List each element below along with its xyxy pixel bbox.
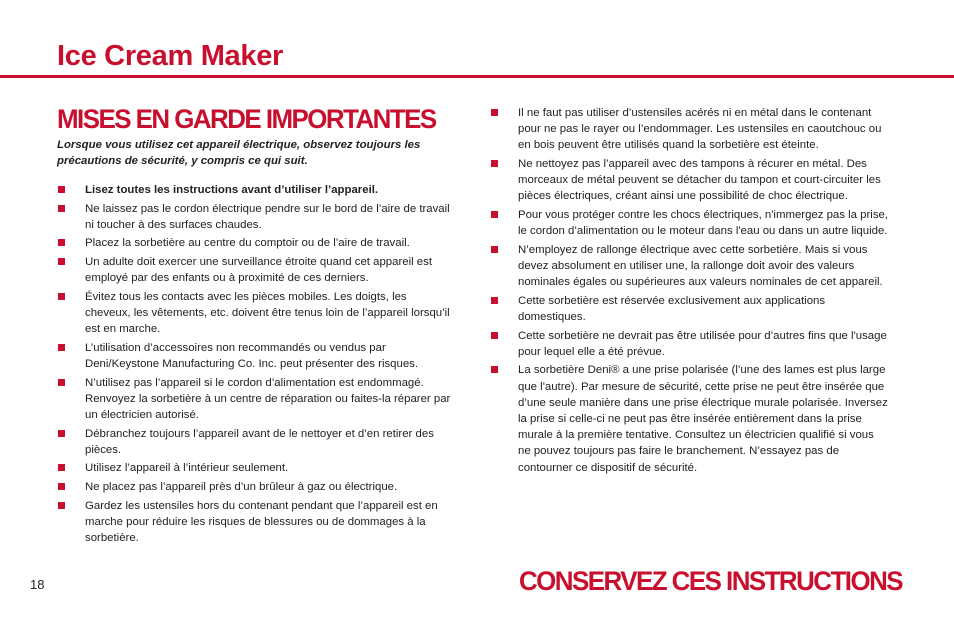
list-item: Ne nettoyez pas l’appareil avec des tampons à récurer en métal. Des morceaux de métal peuvent se détacher du tampon et court-circuiter les pièces électriques, créant ainsi une possibilité de choc électrique. [490, 156, 888, 205]
bullet-square-icon [58, 258, 65, 265]
list-item: Ne placez pas l’appareil près d’un brûleur à gaz ou électrique. [57, 479, 455, 495]
list-item: Pour vous protéger contre les chocs électriques, n'immergez pas la prise, le cordon d’alimentation ou le moteur dans l'eau ou dans un autre liquide. [490, 207, 888, 239]
bullet-square-icon [491, 366, 498, 373]
safeguards-list-left [57, 182, 455, 546]
right-column [490, 104, 888, 478]
bullet-square-icon [491, 109, 498, 116]
list-item: Évitez tous les contacts avec les pièces mobiles. Les doigts, les cheveux, les vêtements, etc. doivent être tenus loin de l’appareil lorsqu’il est en marche. [57, 289, 455, 338]
list-item: Il ne faut pas utiliser d’ustensiles acérés ni en métal dans le contenant pour ne pas le rayer ou l’endommager. Les ustensiles en caoutchouc ou en bois peuvent être utilisés quand la sorbetière est éteinte. [490, 105, 888, 154]
bullet-square-icon [58, 430, 65, 437]
bullet-square-icon [491, 246, 498, 253]
bullet-square-icon [58, 483, 65, 490]
bullet-square-icon [58, 293, 65, 300]
list-item: Gardez les ustensiles hors du contenant pendant que l’appareil est en marche pour réduire les risques de blessures ou de dommages à la sorbetière. [57, 498, 455, 547]
list-item: N’employez de rallonge électrique avec cette sorbetière. Mais si vous devez absolument en utiliser une, la rallonge doit avoir des valeurs nominales égales ou supérieures aux valeurs nominales de cet appareil. [490, 242, 888, 291]
bullet-square-icon [58, 205, 65, 212]
bullet-square-icon [58, 344, 65, 351]
list-item: Placez la sorbetière au centre du comptoir ou de l’aire de travail. [57, 235, 455, 251]
bullet-square-icon [491, 160, 498, 167]
bullet-square-icon [58, 464, 65, 471]
bullet-square-icon [58, 379, 65, 386]
bullet-square-icon [58, 502, 65, 509]
list-item: La sorbetière Deni® a une prise polarisée (l’une des lames est plus large que l'autre). Par mesure de sécurité, cette prise ne peut être insérée que d’une seule manière dans une prise électrique murale polarisée. Inversez la prise si celle-ci ne peut pas être insérée entièrement dans la prise murale à la première tentative. Consultez un électricien qualifié si vous ne pouvez toujours pas faire le branchement. N’essayez pas de contourner ce dispositif de sécurité. [490, 362, 888, 475]
bullet-square-icon [58, 239, 65, 246]
bullet-square-icon [491, 211, 498, 218]
safeguards-intro: Lorsque vous utilisez cet appareil électrique, observez toujours les précautions de sécurité, y compris ce qui suit. [57, 139, 421, 167]
page-header-title: Ice Cream Maker [57, 40, 284, 72]
save-instructions-heading: CONSERVEZ CES INSTRUCTIONS [519, 566, 903, 596]
safeguards-heading: MISES EN GARDE IMPORTANTES [57, 104, 436, 134]
list-item: Débranchez toujours l’appareil avant de le nettoyer et d’en retirer des pièces. [57, 426, 455, 458]
list-item: Cette sorbetière est réservée exclusivement aux applications domestiques. [490, 293, 888, 325]
list-item: N’utilisez pas l’appareil si le cordon d’alimentation est endommagé. Renvoyez la sorbetière à un centre de réparation ou faites-la réparer par un électricien autorisé. [57, 375, 455, 424]
bullet-square-icon [491, 297, 498, 304]
left-column [57, 104, 455, 549]
page-number: 18 [30, 577, 45, 592]
list-item: Lisez toutes les instructions avant d’utiliser l’appareil. [57, 182, 455, 198]
list-item: Utilisez l’appareil à l’intérieur seulement. [57, 460, 455, 476]
header-divider [0, 75, 954, 78]
list-item: Un adulte doit exercer une surveillance étroite quand cet appareil est employé par des enfants ou à proximité de ces derniers. [57, 254, 455, 286]
bullet-square-icon [491, 332, 498, 339]
list-item: Cette sorbetière ne devrait pas être utilisée pour d’autres fins que l'usage pour lequel elle a été prévue. [490, 328, 888, 360]
list-item: Ne laissez pas le cordon électrique pendre sur le bord de l’aire de travail ni toucher à des surfaces chaudes. [57, 201, 455, 233]
safeguards-list-right [490, 105, 888, 476]
list-item: L’utilisation d’accessoires non recommandés ou vendus par Deni/Keystone Manufacturing Co. Inc. peut présenter des risques. [57, 340, 455, 372]
bullet-square-icon [58, 186, 65, 193]
